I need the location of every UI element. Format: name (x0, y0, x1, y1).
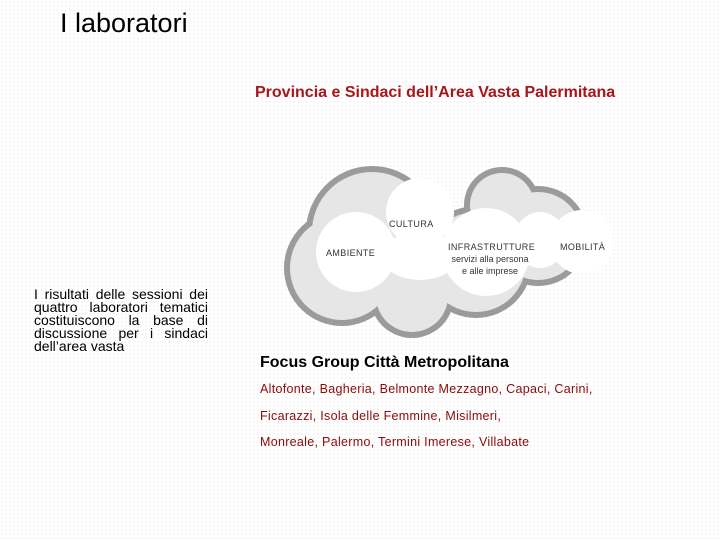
bubble-label-ambiente: AMBIENTE (326, 248, 376, 258)
subtitle: Provincia e Sindaci dell’Area Vasta Palermitana (255, 84, 616, 101)
bubble-label-cultura: CULTURA (389, 219, 434, 229)
focus-group-title: Focus Group Città Metropolitana (260, 354, 509, 371)
bubble-sub-imprese: e alle imprese (461, 266, 519, 276)
bubble-label-infrastrutture: INFRASTRUTTURE (448, 242, 536, 252)
side-text: I risultati delle sessioni dei quattro laboratori tematici costituiscono la base di discussione per i sindaci dell’area vasta (34, 286, 208, 354)
bubble-sub-servizi: servizi alla persona (451, 254, 529, 264)
bubble-label-mobilita: MOBILITÀ (560, 242, 606, 252)
focus-municipalities-line-1: Altofonte, Bagheria, Belmonte Mezzagno, Capaci, Carini, (260, 382, 593, 396)
focus-municipalities-line-3: Monreale, Palermo, Termini Imerese, Villabate (260, 435, 530, 449)
slide-title: I laboratori (60, 8, 188, 38)
focus-municipalities-line-2: Ficarazzi, Isola delle Femmine, Misilmeri, (260, 409, 502, 423)
